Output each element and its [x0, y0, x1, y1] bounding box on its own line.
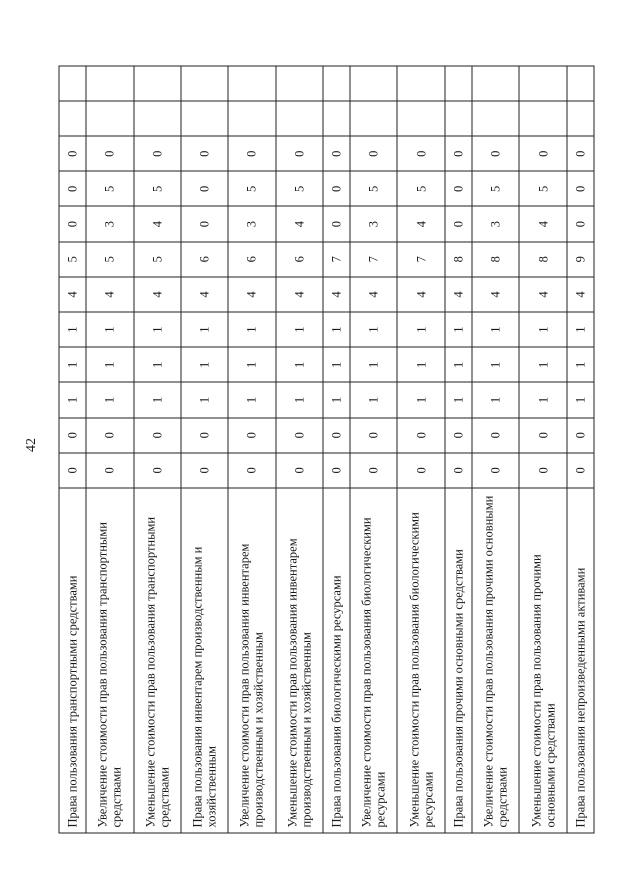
code-cell: 5	[472, 171, 519, 206]
code-cell: 5	[519, 171, 566, 206]
code-cell: 1	[322, 312, 349, 347]
code-cell: 0	[350, 136, 397, 171]
code-cell: 5	[59, 241, 86, 276]
code-cell: 0	[566, 136, 593, 171]
table-row	[180, 65, 227, 832]
code-cell: 1	[444, 382, 471, 417]
code-cell: 4	[519, 276, 566, 311]
row-label: Уменьшение стоимости прав пользования транспортными средствами	[133, 488, 180, 833]
code-cell: 0	[86, 452, 133, 487]
code-cell: 0	[472, 417, 519, 452]
table-row	[566, 65, 593, 832]
empty-cell	[180, 100, 227, 135]
empty-cell	[519, 100, 566, 135]
code-cell: 0	[86, 136, 133, 171]
code-cell: 5	[350, 171, 397, 206]
code-cell: 0	[275, 417, 322, 452]
code-cell: 4	[228, 276, 275, 311]
code-cell: 0	[275, 452, 322, 487]
row-label: Увеличение стоимости прав пользования инвентарем производственным и хозяйственным	[228, 488, 275, 833]
row-label: Права пользования транспортными средствами	[59, 488, 86, 833]
table-row	[228, 65, 275, 832]
code-cell: 1	[566, 382, 593, 417]
code-cell: 0	[228, 136, 275, 171]
code-cell: 1	[59, 312, 86, 347]
code-cell: 0	[566, 452, 593, 487]
empty-cell	[350, 100, 397, 135]
row-label: Увеличение стоимости прав пользования транспортными средствами	[86, 488, 133, 833]
code-cell: 4	[275, 206, 322, 241]
code-cell: 0	[59, 171, 86, 206]
code-cell: 5	[133, 241, 180, 276]
code-cell: 0	[133, 136, 180, 171]
code-cell: 1	[397, 382, 444, 417]
code-cell: 7	[397, 241, 444, 276]
code-cell: 1	[133, 347, 180, 382]
code-cell: 1	[180, 382, 227, 417]
table-row	[519, 65, 566, 832]
code-cell: 0	[519, 417, 566, 452]
code-cell: 3	[472, 206, 519, 241]
code-cell: 1	[350, 347, 397, 382]
empty-cell	[566, 100, 593, 135]
page-number: 42	[24, 438, 39, 452]
empty-cell	[59, 65, 86, 100]
empty-cell	[472, 100, 519, 135]
code-cell: 1	[397, 312, 444, 347]
code-cell: 0	[322, 417, 349, 452]
code-cell: 0	[228, 452, 275, 487]
classification-table	[58, 65, 594, 833]
row-label: Уменьшение стоимости прав пользования инвентарем производственным и хозяйственным	[275, 488, 322, 833]
row-label: Уменьшение стоимости прав пользования прочими основными средствами	[519, 488, 566, 833]
code-cell: 1	[275, 382, 322, 417]
code-cell: 1	[86, 312, 133, 347]
code-cell: 1	[566, 347, 593, 382]
code-cell: 0	[180, 136, 227, 171]
code-cell: 4	[133, 276, 180, 311]
table-row	[350, 65, 397, 832]
code-cell: 0	[566, 417, 593, 452]
code-cell: 1	[322, 347, 349, 382]
code-cell: 1	[86, 382, 133, 417]
code-cell: 0	[322, 206, 349, 241]
code-cell: 5	[133, 171, 180, 206]
table-row	[59, 65, 86, 832]
table-row	[397, 65, 444, 832]
code-cell: 4	[397, 206, 444, 241]
code-cell: 0	[444, 417, 471, 452]
code-cell: 0	[180, 171, 227, 206]
code-cell: 0	[180, 417, 227, 452]
empty-cell	[350, 65, 397, 100]
empty-cell	[397, 65, 444, 100]
empty-cell	[228, 65, 275, 100]
code-cell: 4	[519, 206, 566, 241]
table-row	[275, 65, 322, 832]
row-label: Права пользования прочими основными средствами	[444, 488, 471, 833]
code-cell: 0	[180, 206, 227, 241]
row-label: Уменьшение стоимости прав пользования биологическими ресурсами	[397, 488, 444, 833]
code-cell: 1	[322, 382, 349, 417]
code-cell: 1	[444, 312, 471, 347]
code-cell: 1	[472, 382, 519, 417]
row-label: Увеличение стоимости прав пользования прочими основными средствами	[472, 488, 519, 833]
code-cell: 0	[59, 417, 86, 452]
code-cell: 0	[397, 417, 444, 452]
code-cell: 0	[350, 452, 397, 487]
code-cell: 0	[275, 136, 322, 171]
row-label: Права пользования непроизведенными активами	[566, 488, 593, 833]
code-cell: 3	[86, 206, 133, 241]
code-cell: 1	[228, 312, 275, 347]
code-cell: 0	[444, 206, 471, 241]
empty-cell	[180, 65, 227, 100]
empty-cell	[444, 65, 471, 100]
empty-cell	[86, 100, 133, 135]
code-cell: 0	[133, 417, 180, 452]
code-cell: 0	[444, 136, 471, 171]
code-cell: 5	[86, 241, 133, 276]
empty-cell	[275, 65, 322, 100]
code-cell: 0	[472, 136, 519, 171]
code-cell: 0	[444, 452, 471, 487]
code-cell: 1	[180, 312, 227, 347]
code-cell: 1	[350, 312, 397, 347]
code-cell: 0	[322, 171, 349, 206]
code-cell: 1	[397, 347, 444, 382]
code-cell: 6	[228, 241, 275, 276]
code-cell: 8	[444, 241, 471, 276]
row-label: Права пользования инвентарем производственным и хозяйственным	[180, 488, 227, 833]
code-cell: 0	[566, 206, 593, 241]
code-cell: 7	[322, 241, 349, 276]
code-cell: 0	[322, 452, 349, 487]
empty-cell	[322, 100, 349, 135]
code-cell: 1	[228, 347, 275, 382]
table-row	[133, 65, 180, 832]
code-cell: 6	[275, 241, 322, 276]
code-cell: 5	[86, 171, 133, 206]
empty-cell	[133, 65, 180, 100]
empty-cell	[472, 65, 519, 100]
code-cell: 0	[322, 136, 349, 171]
code-cell: 0	[180, 452, 227, 487]
table-row	[444, 65, 471, 832]
code-cell: 4	[275, 276, 322, 311]
code-cell: 0	[133, 452, 180, 487]
code-cell: 4	[59, 276, 86, 311]
table-body	[59, 65, 594, 832]
empty-cell	[566, 65, 593, 100]
empty-cell	[86, 65, 133, 100]
code-cell: 0	[397, 136, 444, 171]
empty-cell	[444, 100, 471, 135]
row-label: Увеличение стоимости прав пользования биологическими ресурсами	[350, 488, 397, 833]
code-cell: 0	[472, 452, 519, 487]
code-cell: 4	[180, 276, 227, 311]
code-cell: 0	[519, 452, 566, 487]
code-cell: 5	[275, 171, 322, 206]
code-cell: 1	[133, 382, 180, 417]
table-row	[472, 65, 519, 832]
code-cell: 1	[444, 347, 471, 382]
code-cell: 5	[397, 171, 444, 206]
code-cell: 1	[519, 312, 566, 347]
empty-cell	[133, 100, 180, 135]
code-cell: 3	[350, 206, 397, 241]
code-cell: 4	[472, 276, 519, 311]
code-cell: 4	[566, 276, 593, 311]
code-cell: 3	[228, 206, 275, 241]
code-cell: 8	[519, 241, 566, 276]
empty-cell	[59, 100, 86, 135]
empty-cell	[322, 65, 349, 100]
code-cell: 5	[228, 171, 275, 206]
code-cell: 4	[86, 276, 133, 311]
code-cell: 7	[350, 241, 397, 276]
code-cell: 1	[59, 347, 86, 382]
code-cell: 1	[59, 382, 86, 417]
code-cell: 0	[86, 417, 133, 452]
code-cell: 4	[350, 276, 397, 311]
table-row	[322, 65, 349, 832]
code-cell: 1	[350, 382, 397, 417]
code-cell: 0	[228, 417, 275, 452]
code-cell: 0	[350, 417, 397, 452]
code-cell: 1	[133, 312, 180, 347]
code-cell: 8	[472, 241, 519, 276]
code-cell: 1	[472, 347, 519, 382]
code-cell: 1	[86, 347, 133, 382]
code-cell: 1	[275, 312, 322, 347]
empty-cell	[397, 100, 444, 135]
code-cell: 9	[566, 241, 593, 276]
row-label: Права пользования биологическими ресурсами	[322, 488, 349, 833]
empty-cell	[275, 100, 322, 135]
code-cell: 1	[228, 382, 275, 417]
table-row	[86, 65, 133, 832]
code-cell: 0	[444, 171, 471, 206]
code-cell: 1	[519, 347, 566, 382]
code-cell: 4	[397, 276, 444, 311]
code-cell: 0	[59, 452, 86, 487]
code-cell: 4	[444, 276, 471, 311]
code-cell: 1	[472, 312, 519, 347]
code-cell: 0	[519, 136, 566, 171]
code-cell: 0	[397, 452, 444, 487]
empty-cell	[519, 65, 566, 100]
classification-table-container	[58, 66, 594, 833]
empty-cell	[228, 100, 275, 135]
code-cell: 1	[566, 312, 593, 347]
code-cell: 4	[322, 276, 349, 311]
code-cell: 0	[59, 206, 86, 241]
code-cell: 4	[133, 206, 180, 241]
code-cell: 1	[275, 347, 322, 382]
code-cell: 6	[180, 241, 227, 276]
code-cell: 0	[59, 136, 86, 171]
code-cell: 1	[180, 347, 227, 382]
code-cell: 0	[566, 171, 593, 206]
code-cell: 1	[519, 382, 566, 417]
